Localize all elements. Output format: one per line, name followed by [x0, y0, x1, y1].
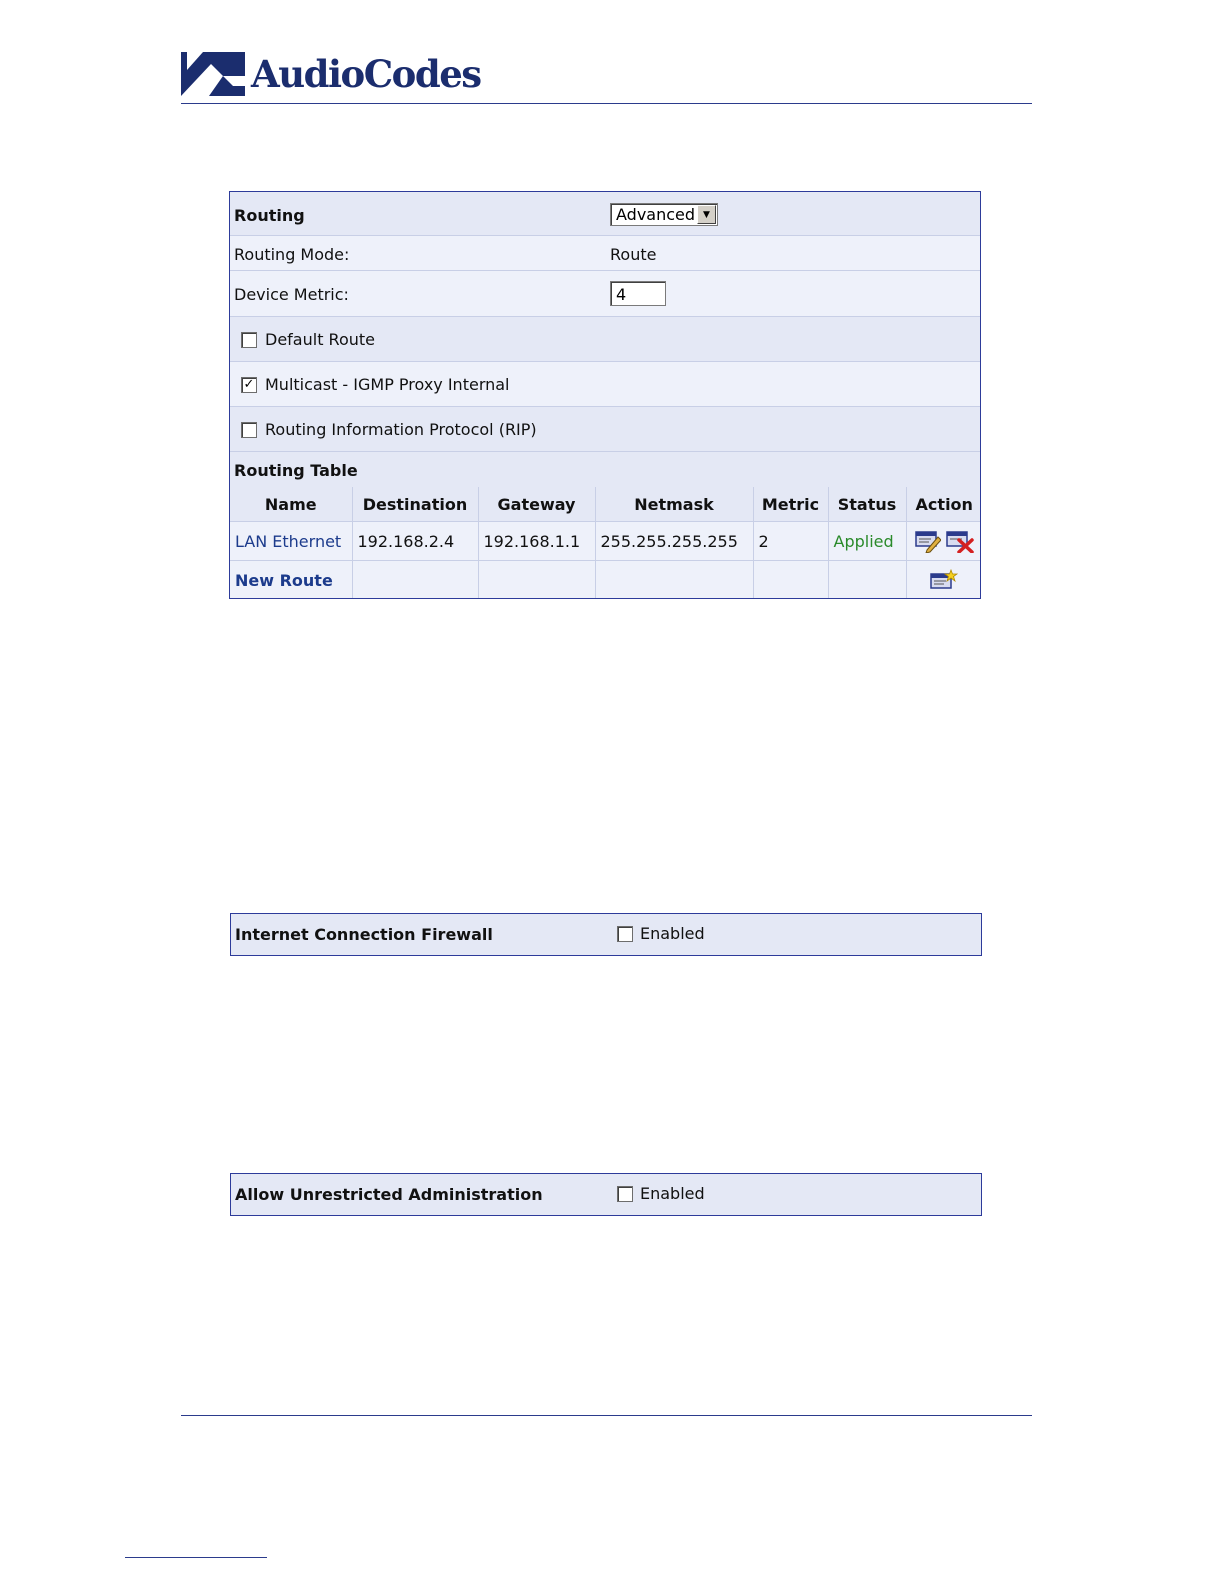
routing-panel	[229, 191, 981, 599]
routing-table-title: Routing Table	[234, 461, 358, 480]
col-header-destination: Destination	[352, 487, 478, 522]
col-header-action: Action	[906, 487, 981, 522]
new-route-icon[interactable]	[930, 569, 958, 591]
chevron-down-icon[interactable]: ▼	[697, 205, 716, 224]
rip-row	[230, 407, 980, 452]
table-row	[230, 561, 981, 600]
rip-checkbox[interactable]	[241, 422, 257, 438]
col-header-gateway: Gateway	[478, 487, 595, 522]
col-header-name: Name	[230, 487, 352, 522]
empty-cell	[828, 561, 906, 600]
admin-label: Allow Unrestricted Administration	[235, 1185, 543, 1204]
header-rule	[181, 103, 1032, 104]
logo-text: AudioCodes	[251, 51, 481, 96]
routing-mode-value: Route	[610, 245, 657, 264]
multicast-label: Multicast - IGMP Proxy Internal	[265, 375, 510, 394]
audiocodes-logo-mark-icon	[181, 52, 245, 96]
routing-select-value: Advanced	[616, 205, 696, 224]
route-netmask: 255.255.255.255	[595, 522, 753, 561]
routing-mode-label: Routing Mode:	[234, 245, 350, 264]
col-header-netmask: Netmask	[595, 487, 753, 522]
empty-cell	[478, 561, 595, 600]
delete-icon[interactable]	[946, 529, 974, 553]
footnote-rule	[125, 1557, 267, 1558]
empty-cell	[595, 561, 753, 600]
admin-enabled-label: Enabled	[640, 1184, 705, 1203]
route-actions	[906, 522, 981, 561]
new-route-link[interactable]: New Route	[230, 561, 352, 600]
route-name-link[interactable]: LAN Ethernet	[230, 522, 352, 561]
device-metric-row	[230, 271, 980, 317]
rip-label: Routing Information Protocol (RIP)	[265, 420, 537, 439]
new-route-action	[906, 561, 981, 600]
default-route-checkbox[interactable]	[241, 332, 257, 348]
footer-rule	[181, 1415, 1032, 1416]
firewall-enabled-label: Enabled	[640, 924, 705, 943]
edit-icon[interactable]	[915, 529, 941, 553]
firewall-panel	[230, 913, 982, 956]
audiocodes-logo	[181, 52, 481, 96]
empty-cell	[352, 561, 478, 600]
route-gateway: 192.168.1.1	[478, 522, 595, 561]
col-header-status: Status	[828, 487, 906, 522]
routing-row	[230, 192, 980, 236]
firewall-label: Internet Connection Firewall	[235, 925, 493, 944]
firewall-enabled-checkbox[interactable]	[617, 926, 633, 942]
routing-mode-row	[230, 236, 980, 271]
default-route-row	[230, 317, 980, 362]
routing-table-heading-row	[230, 452, 980, 487]
table-row	[230, 522, 981, 561]
admin-enabled-checkbox[interactable]	[617, 1186, 633, 1202]
device-metric-label: Device Metric:	[234, 285, 349, 304]
route-metric: 2	[753, 522, 828, 561]
routing-label: Routing	[234, 206, 305, 225]
default-route-label: Default Route	[265, 330, 375, 349]
empty-cell	[753, 561, 828, 600]
device-metric-input[interactable]	[610, 281, 666, 306]
col-header-metric: Metric	[753, 487, 828, 522]
route-destination: 192.168.2.4	[352, 522, 478, 561]
admin-panel	[230, 1173, 982, 1216]
multicast-checkbox[interactable]: ✓	[241, 377, 257, 393]
route-status: Applied	[828, 522, 906, 561]
routing-select[interactable]	[610, 203, 718, 226]
routing-table	[230, 487, 981, 599]
table-header-row	[230, 487, 981, 522]
multicast-row	[230, 362, 980, 407]
